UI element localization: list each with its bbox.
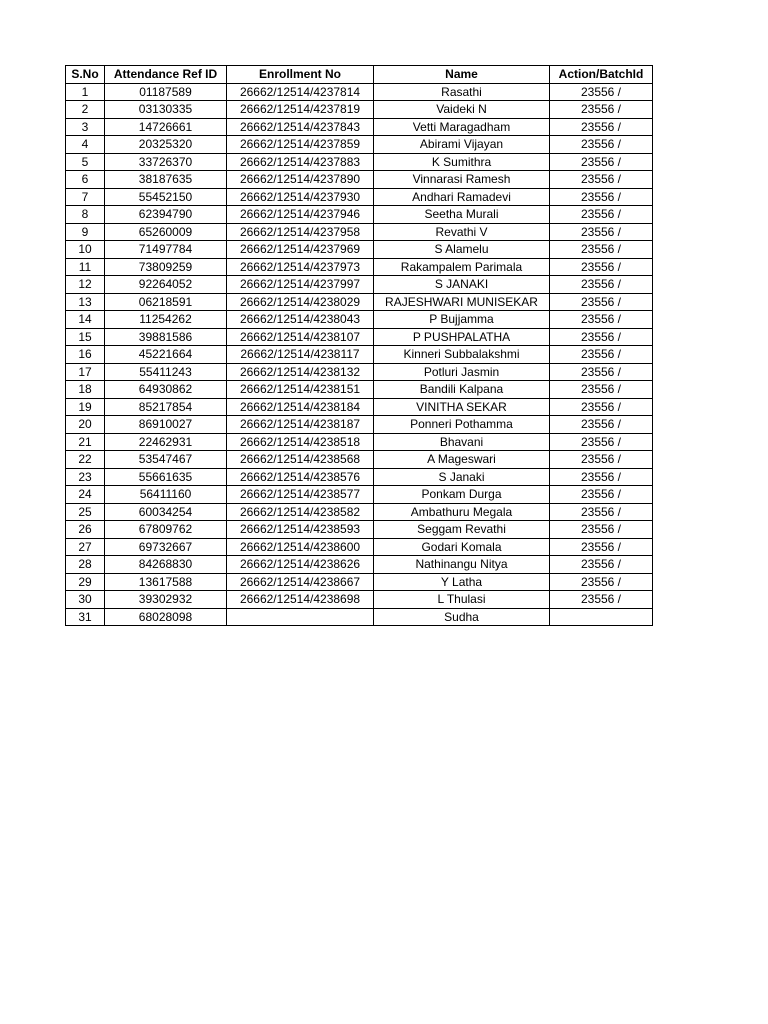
- cell-attendance-ref-id: 20325320: [105, 136, 227, 154]
- header-sno: S.No: [66, 66, 105, 84]
- cell-action-batchid: 23556 /: [550, 363, 653, 381]
- cell-enrollment-no: 26662/12514/4237969: [227, 241, 374, 259]
- cell-attendance-ref-id: 55411243: [105, 363, 227, 381]
- cell-sno: 5: [66, 153, 105, 171]
- table-header: [66, 66, 653, 84]
- cell-attendance-ref-id: 84268830: [105, 556, 227, 574]
- cell-enrollment-no: 26662/12514/4238576: [227, 468, 374, 486]
- cell-action-batchid: 23556 /: [550, 83, 653, 101]
- cell-sno: 11: [66, 258, 105, 276]
- cell-sno: 21: [66, 433, 105, 451]
- cell-name: Seggam Revathi: [374, 521, 550, 539]
- table-row: [66, 608, 653, 626]
- table-row: [66, 258, 653, 276]
- cell-name: P PUSHPALATHA: [374, 328, 550, 346]
- cell-name: Bhavani: [374, 433, 550, 451]
- cell-attendance-ref-id: 45221664: [105, 346, 227, 364]
- cell-action-batchid: 23556 /: [550, 451, 653, 469]
- cell-sno: 24: [66, 486, 105, 504]
- cell-attendance-ref-id: 06218591: [105, 293, 227, 311]
- cell-sno: 10: [66, 241, 105, 259]
- cell-enrollment-no: 26662/12514/4238600: [227, 538, 374, 556]
- cell-sno: 25: [66, 503, 105, 521]
- cell-name: Vinnarasi Ramesh: [374, 171, 550, 189]
- cell-action-batchid: [550, 608, 653, 626]
- cell-attendance-ref-id: 69732667: [105, 538, 227, 556]
- cell-attendance-ref-id: 13617588: [105, 573, 227, 591]
- cell-name: P Bujjamma: [374, 311, 550, 329]
- cell-action-batchid: 23556 /: [550, 521, 653, 539]
- cell-name: S Janaki: [374, 468, 550, 486]
- cell-name: Revathi V: [374, 223, 550, 241]
- cell-enrollment-no: 26662/12514/4238518: [227, 433, 374, 451]
- header-name: Name: [374, 66, 550, 84]
- cell-sno: 6: [66, 171, 105, 189]
- cell-sno: 19: [66, 398, 105, 416]
- table-row: [66, 503, 653, 521]
- cell-name: Potluri Jasmin: [374, 363, 550, 381]
- cell-enrollment-no: 26662/12514/4238568: [227, 451, 374, 469]
- cell-name: Y Latha: [374, 573, 550, 591]
- cell-enrollment-no: 26662/12514/4237843: [227, 118, 374, 136]
- table-row: [66, 101, 653, 119]
- cell-attendance-ref-id: 01187589: [105, 83, 227, 101]
- cell-sno: 7: [66, 188, 105, 206]
- cell-sno: 20: [66, 416, 105, 434]
- cell-attendance-ref-id: 38187635: [105, 171, 227, 189]
- cell-name: Ambathuru Megala: [374, 503, 550, 521]
- table-row: [66, 118, 653, 136]
- table-row: [66, 556, 653, 574]
- cell-sno: 8: [66, 206, 105, 224]
- header-enrollment-no: Enrollment No: [227, 66, 374, 84]
- cell-enrollment-no: 26662/12514/4238582: [227, 503, 374, 521]
- table-row: [66, 591, 653, 609]
- cell-name: Ponkam Durga: [374, 486, 550, 504]
- cell-enrollment-no: 26662/12514/4238577: [227, 486, 374, 504]
- table-body: [66, 83, 653, 626]
- table-row: [66, 346, 653, 364]
- table-row: [66, 486, 653, 504]
- cell-sno: 2: [66, 101, 105, 119]
- cell-action-batchid: 23556 /: [550, 433, 653, 451]
- cell-attendance-ref-id: 64930862: [105, 381, 227, 399]
- cell-enrollment-no: 26662/12514/4238151: [227, 381, 374, 399]
- cell-name: A Mageswari: [374, 451, 550, 469]
- cell-attendance-ref-id: 39302932: [105, 591, 227, 609]
- cell-attendance-ref-id: 14726661: [105, 118, 227, 136]
- cell-enrollment-no: 26662/12514/4238593: [227, 521, 374, 539]
- table-row: [66, 363, 653, 381]
- cell-enrollment-no: 26662/12514/4238029: [227, 293, 374, 311]
- cell-sno: 3: [66, 118, 105, 136]
- cell-enrollment-no: 26662/12514/4238132: [227, 363, 374, 381]
- cell-action-batchid: 23556 /: [550, 398, 653, 416]
- table-row: [66, 153, 653, 171]
- cell-attendance-ref-id: 22462931: [105, 433, 227, 451]
- cell-attendance-ref-id: 92264052: [105, 276, 227, 294]
- cell-action-batchid: 23556 /: [550, 171, 653, 189]
- cell-name: Rakampalem Parimala: [374, 258, 550, 276]
- cell-enrollment-no: 26662/12514/4237930: [227, 188, 374, 206]
- cell-action-batchid: 23556 /: [550, 311, 653, 329]
- cell-name: S JANAKI: [374, 276, 550, 294]
- cell-attendance-ref-id: 11254262: [105, 311, 227, 329]
- cell-sno: 22: [66, 451, 105, 469]
- cell-attendance-ref-id: 68028098: [105, 608, 227, 626]
- table-row: [66, 521, 653, 539]
- cell-sno: 31: [66, 608, 105, 626]
- cell-enrollment-no: 26662/12514/4238187: [227, 416, 374, 434]
- table-row: [66, 451, 653, 469]
- cell-name: Abirami Vijayan: [374, 136, 550, 154]
- cell-sno: 1: [66, 83, 105, 101]
- table-row: [66, 433, 653, 451]
- cell-name: Rasathi: [374, 83, 550, 101]
- cell-name: L Thulasi: [374, 591, 550, 609]
- cell-name: Godari Komala: [374, 538, 550, 556]
- cell-sno: 4: [66, 136, 105, 154]
- cell-action-batchid: 23556 /: [550, 276, 653, 294]
- cell-name: Vaideki N: [374, 101, 550, 119]
- cell-sno: 23: [66, 468, 105, 486]
- table-row: [66, 136, 653, 154]
- cell-name: K Sumithra: [374, 153, 550, 171]
- cell-sno: 17: [66, 363, 105, 381]
- cell-attendance-ref-id: 53547467: [105, 451, 227, 469]
- cell-sno: 18: [66, 381, 105, 399]
- cell-name: Seetha Murali: [374, 206, 550, 224]
- cell-sno: 16: [66, 346, 105, 364]
- table-row: [66, 468, 653, 486]
- header-row: [66, 66, 653, 84]
- cell-enrollment-no: 26662/12514/4237859: [227, 136, 374, 154]
- cell-name: Ponneri Pothamma: [374, 416, 550, 434]
- cell-attendance-ref-id: 56411160: [105, 486, 227, 504]
- cell-attendance-ref-id: 86910027: [105, 416, 227, 434]
- cell-enrollment-no: 26662/12514/4237973: [227, 258, 374, 276]
- cell-enrollment-no: [227, 608, 374, 626]
- cell-attendance-ref-id: 55661635: [105, 468, 227, 486]
- cell-sno: 30: [66, 591, 105, 609]
- cell-action-batchid: 23556 /: [550, 206, 653, 224]
- cell-action-batchid: 23556 /: [550, 381, 653, 399]
- header-action-batchid: Action/BatchId: [550, 66, 653, 84]
- cell-attendance-ref-id: 71497784: [105, 241, 227, 259]
- cell-name: S Alamelu: [374, 241, 550, 259]
- cell-action-batchid: 23556 /: [550, 573, 653, 591]
- cell-name: Nathinangu Nitya: [374, 556, 550, 574]
- table-row: [66, 538, 653, 556]
- cell-attendance-ref-id: 33726370: [105, 153, 227, 171]
- cell-sno: 13: [66, 293, 105, 311]
- cell-attendance-ref-id: 03130335: [105, 101, 227, 119]
- table-row: [66, 241, 653, 259]
- cell-sno: 15: [66, 328, 105, 346]
- cell-name: RAJESHWARI MUNISEKAR: [374, 293, 550, 311]
- cell-enrollment-no: 26662/12514/4237958: [227, 223, 374, 241]
- table-row: [66, 328, 653, 346]
- cell-name: VINITHA SEKAR: [374, 398, 550, 416]
- cell-enrollment-no: 26662/12514/4238043: [227, 311, 374, 329]
- cell-name: Vetti Maragadham: [374, 118, 550, 136]
- cell-enrollment-no: 26662/12514/4237819: [227, 101, 374, 119]
- table-row: [66, 311, 653, 329]
- cell-name: Andhari Ramadevi: [374, 188, 550, 206]
- cell-attendance-ref-id: 60034254: [105, 503, 227, 521]
- cell-enrollment-no: 26662/12514/4237890: [227, 171, 374, 189]
- table-row: [66, 188, 653, 206]
- cell-sno: 27: [66, 538, 105, 556]
- cell-enrollment-no: 26662/12514/4238117: [227, 346, 374, 364]
- cell-enrollment-no: 26662/12514/4237997: [227, 276, 374, 294]
- table-row: [66, 416, 653, 434]
- cell-name: Sudha: [374, 608, 550, 626]
- cell-action-batchid: 23556 /: [550, 346, 653, 364]
- cell-attendance-ref-id: 55452150: [105, 188, 227, 206]
- cell-enrollment-no: 26662/12514/4238667: [227, 573, 374, 591]
- table-row: [66, 573, 653, 591]
- cell-action-batchid: 23556 /: [550, 556, 653, 574]
- cell-sno: 14: [66, 311, 105, 329]
- table-row: [66, 381, 653, 399]
- cell-attendance-ref-id: 73809259: [105, 258, 227, 276]
- attendance-table: [65, 65, 653, 626]
- cell-sno: 29: [66, 573, 105, 591]
- cell-action-batchid: 23556 /: [550, 188, 653, 206]
- table-row: [66, 171, 653, 189]
- cell-sno: 12: [66, 276, 105, 294]
- cell-name: Bandili Kalpana: [374, 381, 550, 399]
- table-row: [66, 276, 653, 294]
- cell-enrollment-no: 26662/12514/4238626: [227, 556, 374, 574]
- cell-action-batchid: 23556 /: [550, 118, 653, 136]
- cell-enrollment-no: 26662/12514/4238184: [227, 398, 374, 416]
- cell-sno: 28: [66, 556, 105, 574]
- cell-enrollment-no: 26662/12514/4238698: [227, 591, 374, 609]
- header-attendance-ref-id: Attendance Ref ID: [105, 66, 227, 84]
- cell-action-batchid: 23556 /: [550, 486, 653, 504]
- cell-attendance-ref-id: 62394790: [105, 206, 227, 224]
- table-row: [66, 223, 653, 241]
- cell-sno: 9: [66, 223, 105, 241]
- cell-attendance-ref-id: 67809762: [105, 521, 227, 539]
- cell-action-batchid: 23556 /: [550, 258, 653, 276]
- cell-action-batchid: 23556 /: [550, 293, 653, 311]
- cell-action-batchid: 23556 /: [550, 538, 653, 556]
- cell-sno: 26: [66, 521, 105, 539]
- table-row: [66, 206, 653, 224]
- cell-action-batchid: 23556 /: [550, 591, 653, 609]
- cell-name: Kinneri Subbalakshmi: [374, 346, 550, 364]
- cell-enrollment-no: 26662/12514/4237814: [227, 83, 374, 101]
- cell-enrollment-no: 26662/12514/4238107: [227, 328, 374, 346]
- cell-action-batchid: 23556 /: [550, 223, 653, 241]
- cell-action-batchid: 23556 /: [550, 503, 653, 521]
- cell-action-batchid: 23556 /: [550, 101, 653, 119]
- cell-attendance-ref-id: 85217854: [105, 398, 227, 416]
- cell-action-batchid: 23556 /: [550, 468, 653, 486]
- cell-action-batchid: 23556 /: [550, 153, 653, 171]
- cell-enrollment-no: 26662/12514/4237883: [227, 153, 374, 171]
- table-row: [66, 293, 653, 311]
- cell-enrollment-no: 26662/12514/4237946: [227, 206, 374, 224]
- cell-action-batchid: 23556 /: [550, 416, 653, 434]
- cell-attendance-ref-id: 65260009: [105, 223, 227, 241]
- cell-action-batchid: 23556 /: [550, 328, 653, 346]
- table-row: [66, 83, 653, 101]
- cell-attendance-ref-id: 39881586: [105, 328, 227, 346]
- table-row: [66, 398, 653, 416]
- cell-action-batchid: 23556 /: [550, 241, 653, 259]
- cell-action-batchid: 23556 /: [550, 136, 653, 154]
